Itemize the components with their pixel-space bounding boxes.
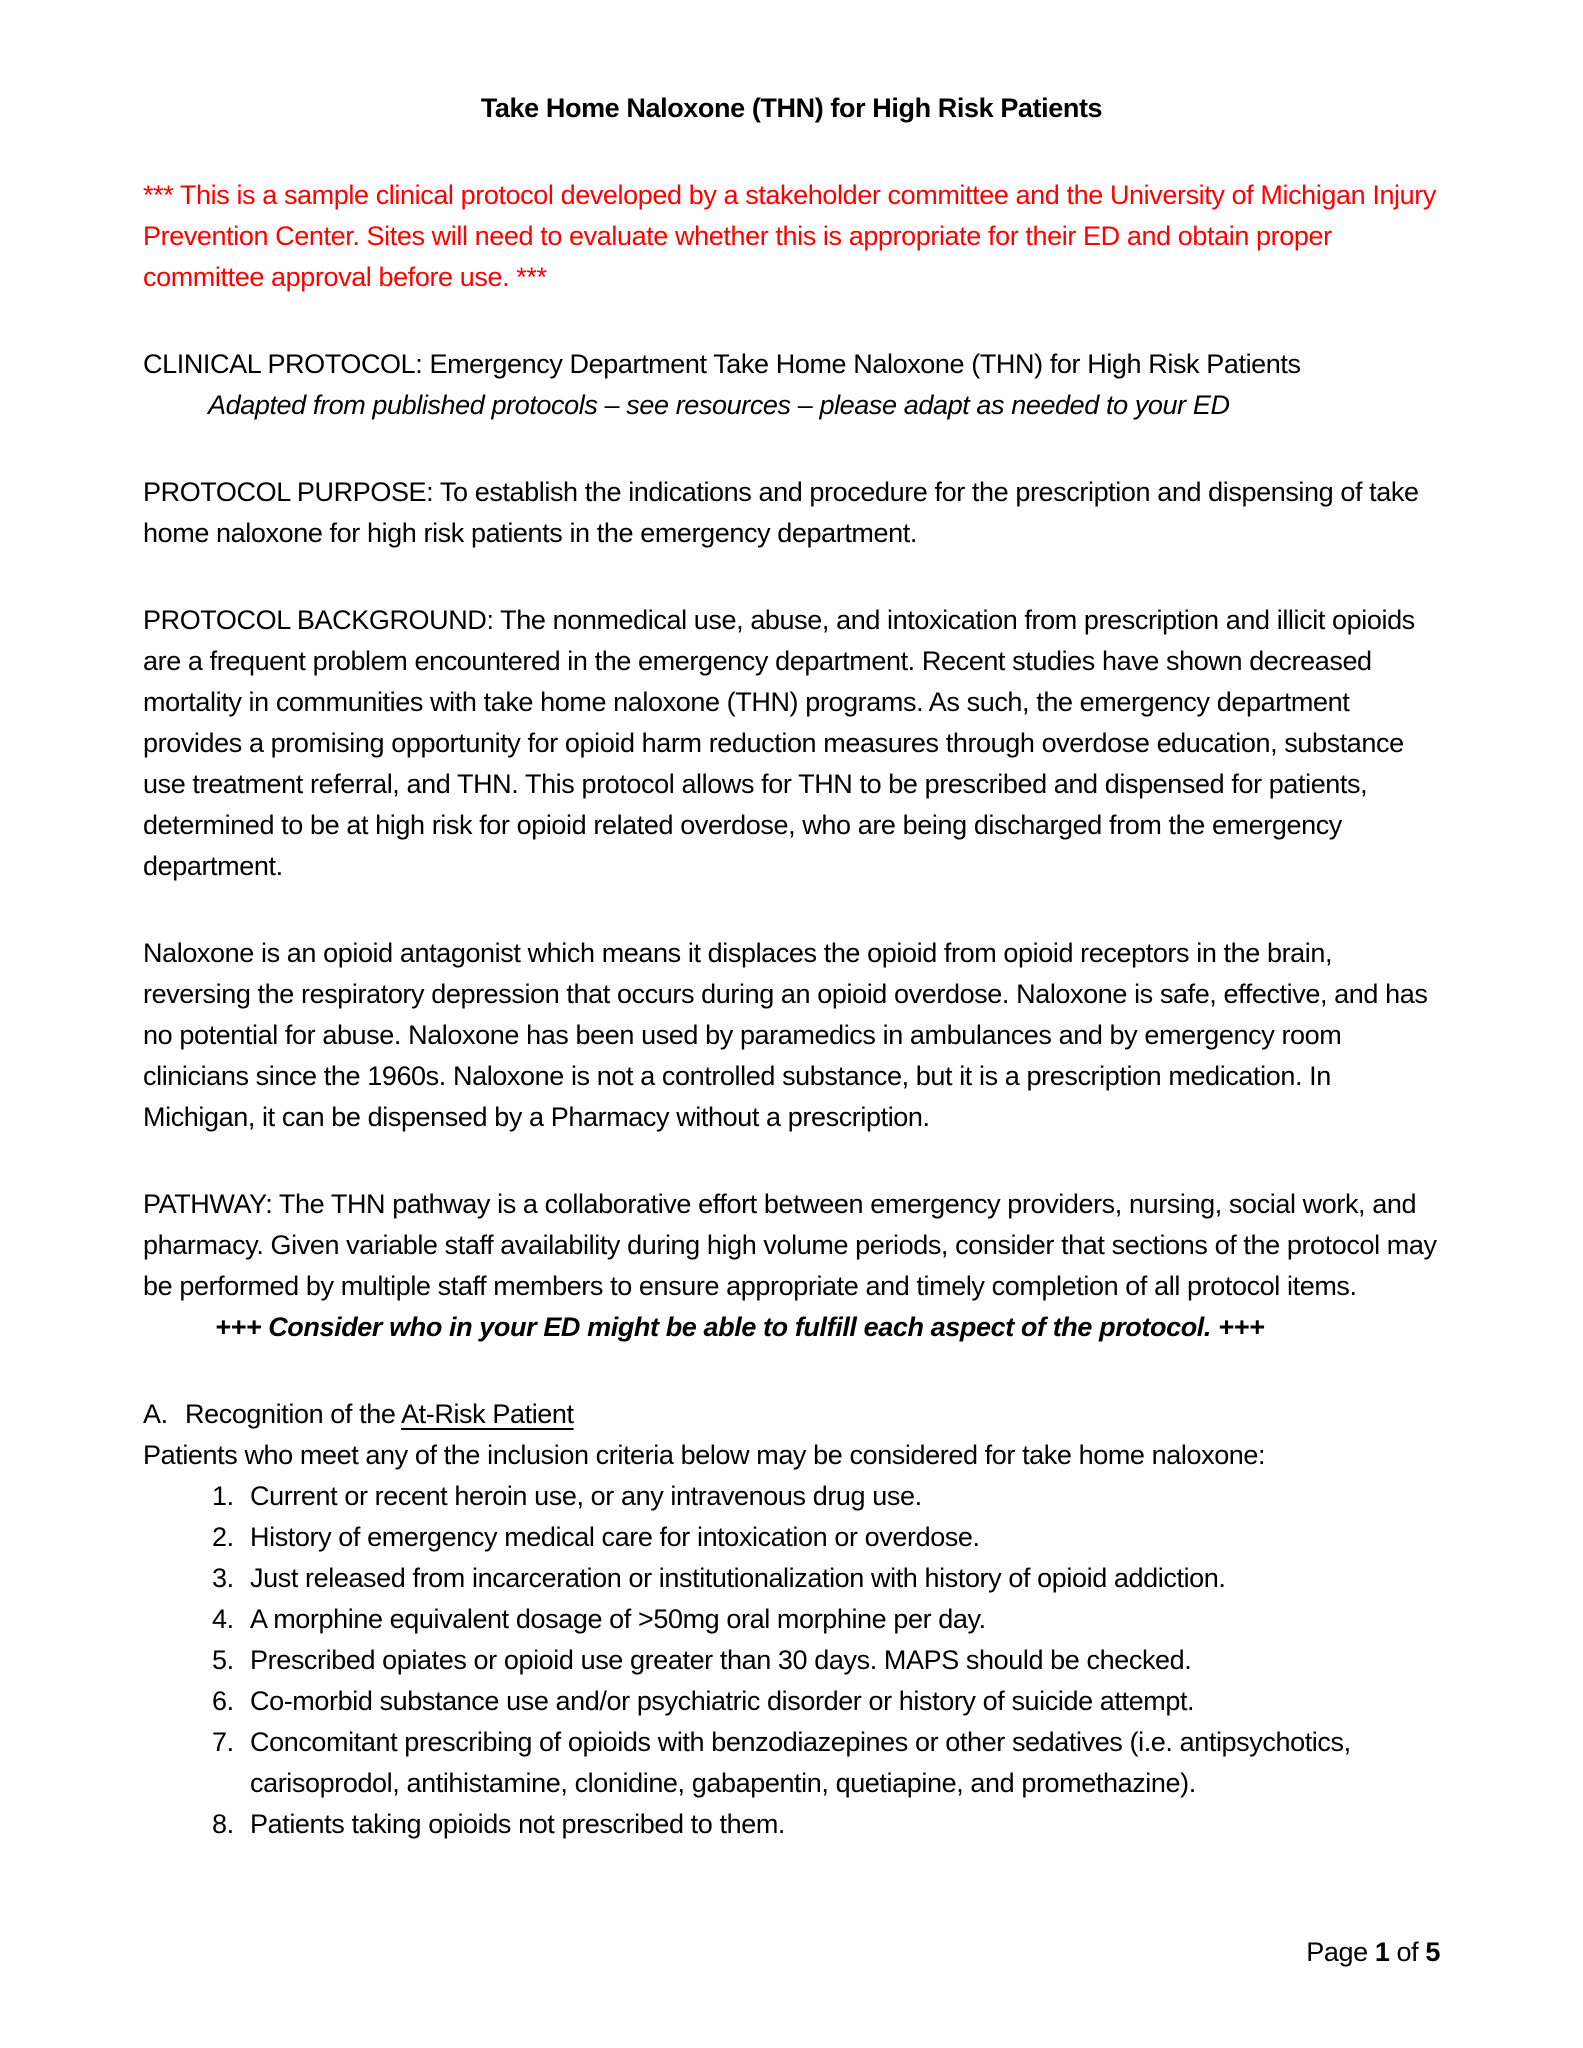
list-item-number: 5. xyxy=(212,1645,234,1675)
list-item xyxy=(143,1558,1440,1599)
list-item xyxy=(143,1599,1440,1640)
list-item-text: Current or recent heroin use, or any intravenous drug use. xyxy=(250,1481,922,1511)
section-a-prefix: A. xyxy=(143,1399,168,1429)
list-item xyxy=(143,1804,1440,1845)
list-item-number: 8. xyxy=(212,1809,234,1839)
clinical-protocol-block xyxy=(143,344,1440,426)
pathway-block xyxy=(143,1184,1440,1348)
list-item-text: Patients taking opioids not prescribed to them. xyxy=(250,1809,786,1839)
naloxone-info-paragraph: Naloxone is an opioid antagonist which means it displaces the opioid from opioid receptors in the brain, reversing the respiratory depression that occurs during an opioid overdose. Naloxone is safe, effective, and has no potential for abuse. Naloxone has been used by paramedics in ambulances and by emergency room clinicians since the 1960s. Naloxone is not a controlled substance, but it is a prescription medication. In Michigan, it can be dispensed by a Pharmacy without a prescription. xyxy=(143,938,1428,1132)
clinical-protocol-heading: CLINICAL PROTOCOL: Emergency Department Take Home Naloxone (THN) for High Risk Patients xyxy=(143,349,1301,379)
list-item-number: 3. xyxy=(212,1563,234,1593)
list-item xyxy=(143,1476,1440,1517)
page-word: Page xyxy=(1306,1937,1368,1967)
protocol-purpose-paragraph: PROTOCOL PURPOSE: To establish the indications and procedure for the prescription and dispensing of take home naloxone for high risk patients in the emergency department. xyxy=(143,477,1419,548)
list-item xyxy=(143,1722,1440,1804)
list-item-number: 7. xyxy=(212,1727,234,1757)
section-a-heading xyxy=(143,1394,1440,1435)
list-item-text: Prescribed opiates or opioid use greater than 30 days. MAPS should be checked. xyxy=(250,1645,1192,1675)
list-item xyxy=(143,1640,1440,1681)
page-number: 1 xyxy=(1374,1937,1390,1967)
inclusion-criteria-intro: Patients who meet any of the inclusion criteria below may be considered for take home naloxone: xyxy=(143,1440,1266,1470)
page-number-footer xyxy=(1306,1932,1440,1973)
sample-protocol-disclaimer: *** This is a sample clinical protocol developed by a stakeholder committee and the University of Michigan Injury Prevention Center. Sites will need to evaluate whether this is appropriate for their ED and obtain proper committee approval before use. *** xyxy=(143,180,1436,292)
inclusion-criteria-list xyxy=(143,1476,1440,1845)
pathway-paragraph: PATHWAY: The THN pathway is a collaborative effort between emergency providers, nursing, social work, and pharmacy. Given variable staff availability during high volume periods, consider that sections of the protocol may be performed by multiple staff members to ensure appropriate and timely completion of all protocol items. xyxy=(143,1189,1437,1301)
clinical-protocol-subheading: Adapted from published protocols – see resources – please adapt as needed to your ED xyxy=(208,390,1230,420)
list-item-number: 4. xyxy=(212,1604,234,1634)
list-item-number: 1. xyxy=(212,1481,234,1511)
list-item xyxy=(143,1517,1440,1558)
list-item-number: 2. xyxy=(212,1522,234,1552)
list-item-text: Concomitant prescribing of opioids with benzodiazepines or other sedatives (i.e. antipsychotics, carisoprodol, antihistamine, clonidine, gabapentin, quetiapine, and promethazine). xyxy=(250,1727,1351,1798)
document-title: Take Home Naloxone (THN) for High Risk Patients xyxy=(480,93,1103,123)
protocol-background-paragraph: PROTOCOL BACKGROUND: The nonmedical use, abuse, and intoxication from prescription and illicit opioids are a frequent problem encountered in the emergency department. Recent studies have shown decreased mortality in communities with take home naloxone (THN) programs. As such, the emergency department provides a promising opportunity for opioid harm reduction measures through overdose education, substance use treatment referral, and THN. This protocol allows for THN to be prescribed and dispensed for patients, determined to be at high risk for opioid related overdose, who are being discharged from the emergency department. xyxy=(143,605,1415,881)
list-item-text: Co-morbid substance use and/or psychiatric disorder or history of suicide attempt. xyxy=(250,1686,1195,1716)
of-word: of xyxy=(1396,1937,1419,1967)
list-item-number: 6. xyxy=(212,1686,234,1716)
list-item-text: Just released from incarceration or institutionalization with history of opioid addiction. xyxy=(250,1563,1226,1593)
total-pages: 5 xyxy=(1425,1937,1440,1967)
pathway-note: +++ Consider who in your ED might be able to fulfill each aspect of the protocol. +++ xyxy=(215,1312,1265,1342)
section-a-title-underlined: At-Risk Patient xyxy=(401,1399,574,1429)
list-item-text: A morphine equivalent dosage of >50mg oral morphine per day. xyxy=(250,1604,986,1634)
list-item xyxy=(143,1681,1440,1722)
section-a-title-text: Recognition of the xyxy=(185,1399,402,1429)
list-item-text: History of emergency medical care for intoxication or overdose. xyxy=(250,1522,980,1552)
